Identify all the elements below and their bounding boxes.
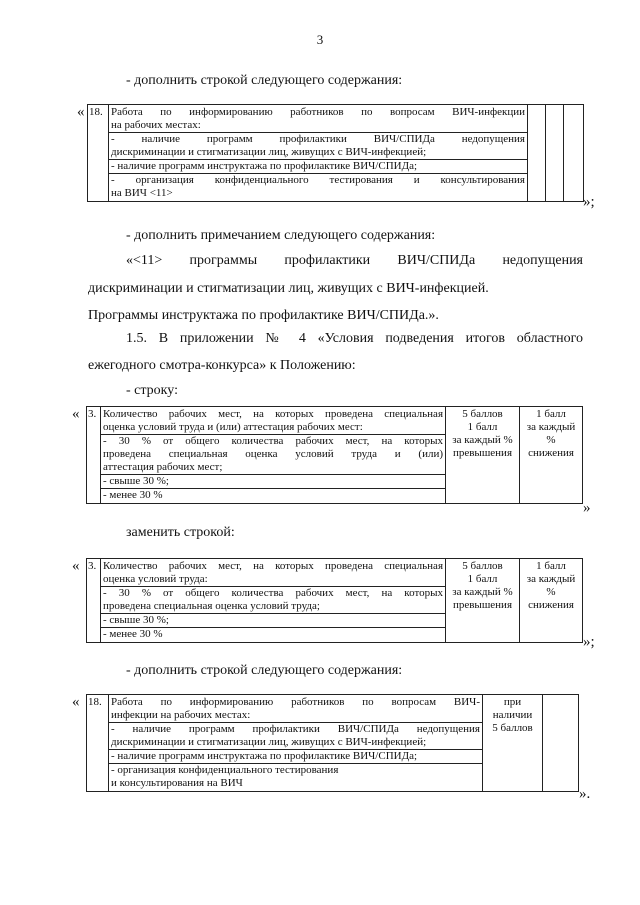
score-line: за каждый <box>526 421 576 433</box>
block3-table <box>86 694 579 792</box>
block1-open-quote: « <box>77 104 85 120</box>
row-description <box>109 695 483 792</box>
row-line: проведена специальная оценка условий труда; <box>101 600 445 614</box>
score-line: 5 баллов <box>462 560 503 572</box>
score-line: превышения <box>452 599 513 611</box>
row-line: - организация конфиденциального тестирования <box>111 764 339 776</box>
score-line: 1 балл <box>536 560 566 572</box>
new-row-close-quote: »; <box>583 634 595 650</box>
row-line: и консультирования на ВИЧ <box>111 777 243 789</box>
note-line-3: Программы инструктажа по профилактике ВИЧ/СПИДа.». <box>88 308 439 323</box>
old-row-open-quote: « <box>72 406 80 422</box>
new-row-table <box>86 558 583 643</box>
replace-intro: заменить строкой: <box>126 525 235 540</box>
row-line: - менее 30 % <box>103 489 163 501</box>
empty-cell <box>564 105 584 202</box>
row-line: - наличие программ профилактики ВИЧ/СПИДа недопущения <box>111 133 525 145</box>
row-line: оценка условий труда: <box>101 573 445 587</box>
note-intro: - дополнить примечанием следующего содержания: <box>126 228 436 243</box>
row-line: Количество рабочих мест, на которых проведена специальная <box>103 560 443 572</box>
score-line: 5 баллов <box>492 722 533 734</box>
score-line: наличии <box>492 709 533 721</box>
score-line: снижения <box>528 599 574 611</box>
row-line: аттестация рабочих мест; <box>101 461 445 475</box>
table-row <box>87 695 579 792</box>
row-description <box>101 559 446 643</box>
new-row-open-quote: « <box>72 558 80 574</box>
old-row-close-quote: » <box>583 500 591 516</box>
score-line: 5 баллов <box>462 408 503 420</box>
row-intro: - строку: <box>126 383 178 398</box>
appendix-line-1: 1.5. В приложении № 4 «Условия подведения итогов областного <box>126 331 583 346</box>
row-line: Работа по информированию работников по вопросам ВИЧ-инфекции <box>111 106 525 118</box>
block1-close-quote: »; <box>583 194 595 210</box>
row-line: - менее 30 % <box>103 628 163 640</box>
row-line: оценка условий труда и (или) аттестация рабочих мест: <box>101 421 445 435</box>
score-cell <box>520 407 583 504</box>
row-line: дискриминации и стигматизации лиц, живущих с ВИЧ-инфекцией; <box>109 736 482 750</box>
score-cell <box>483 695 543 792</box>
empty-cell <box>543 695 579 792</box>
score-line: 1 балл <box>536 408 566 420</box>
old-row-table <box>86 406 583 504</box>
row-line: - 30 % от общего количества рабочих мест, на которых <box>103 435 443 447</box>
score-line: 1 балл <box>467 573 498 585</box>
row-description <box>101 407 446 504</box>
row-line: Работа по информированию работников по вопросам ВИЧ- <box>111 696 480 708</box>
row-line: на ВИЧ <11> <box>111 187 173 199</box>
table-row <box>87 559 583 643</box>
row-description <box>109 105 528 202</box>
score-cell <box>446 559 520 643</box>
block3-open-quote: « <box>72 694 80 710</box>
row-line: - организация конфиденциального тестирования и консультирования <box>111 174 525 186</box>
table-row <box>87 407 583 504</box>
score-line: за каждый <box>526 573 576 585</box>
note-line-2: дискриминации и стигматизации лиц, живущих с ВИЧ-инфекцией. <box>88 281 489 296</box>
row-line: проведена специальная оценка условий труда и (или) <box>103 448 443 460</box>
row-line: - наличие программ инструктажа по профилактике ВИЧ/СПИДа; <box>109 750 482 764</box>
score-line: при <box>503 696 522 708</box>
row-line: - наличие программ профилактики ВИЧ/СПИДа недопущения <box>111 723 480 735</box>
row-line: дискриминации и стигматизации лиц, живущих с ВИЧ-инфекцией; <box>109 146 527 160</box>
empty-cell <box>546 105 564 202</box>
block3-close-quote: ». <box>579 786 591 802</box>
block1-table <box>87 104 584 202</box>
score-line: % <box>546 586 556 598</box>
page-number: 3 <box>316 32 324 47</box>
row-line: Количество рабочих мест, на которых проведена специальная <box>103 408 443 420</box>
block1-intro: - дополнить строкой следующего содержания: <box>126 73 403 88</box>
appendix-line-2: ежегодного смотра-конкурса» к Положению: <box>88 358 356 373</box>
score-line: за каждый % <box>452 586 513 598</box>
score-cell <box>520 559 583 643</box>
score-line: превышения <box>452 447 513 459</box>
row-number: 3. <box>87 407 101 504</box>
row-line: инфекции на рабочих местах: <box>109 709 482 723</box>
row-line: на рабочих местах: <box>109 119 527 133</box>
row-line: - свыше 30 %; <box>101 614 445 628</box>
empty-cell <box>528 105 546 202</box>
row-number: 18. <box>88 105 109 202</box>
row-number: 18. <box>87 695 109 792</box>
note-line-1: «<11> программы профилактики ВИЧ/СПИДа недопущения <box>126 253 583 268</box>
score-line: снижения <box>528 447 574 459</box>
row-line: - наличие программ инструктажа по профилактике ВИЧ/СПИДа; <box>109 160 527 174</box>
row-line: - свыше 30 %; <box>101 475 445 489</box>
row-number: 3. <box>87 559 101 643</box>
row-line: - 30 % от общего количества рабочих мест, на которых <box>103 587 443 599</box>
table-row <box>88 105 584 202</box>
score-line: % <box>546 434 556 446</box>
score-line: за каждый % <box>452 434 513 446</box>
block3-intro: - дополнить строкой следующего содержания: <box>126 663 403 678</box>
score-line: 1 балл <box>467 421 498 433</box>
score-cell <box>446 407 520 504</box>
